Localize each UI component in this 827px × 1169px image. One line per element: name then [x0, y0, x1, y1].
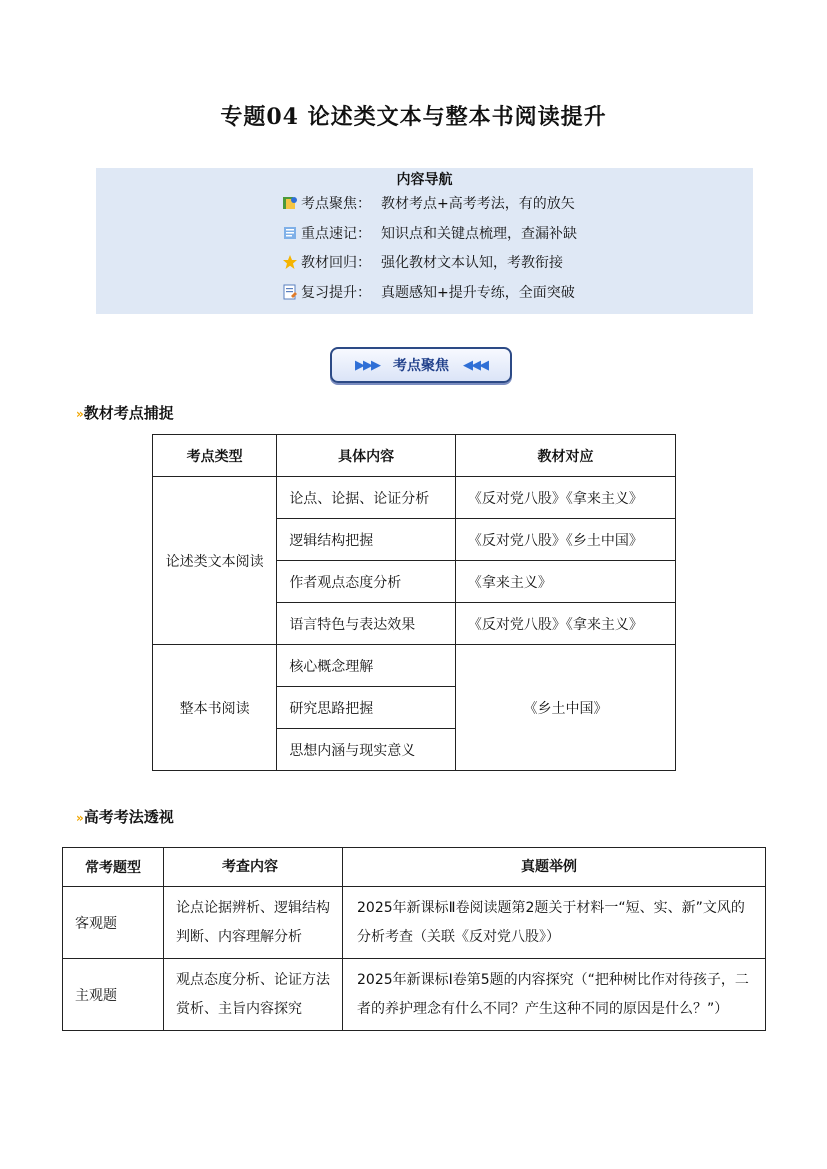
- nav-desc: 真题感知+提升专练，全面突破: [381, 284, 575, 301]
- question-type-cell: 客观题: [63, 887, 164, 959]
- nav-label: 教材回归：: [301, 255, 371, 271]
- nav-label: 重点速记：: [301, 225, 371, 242]
- nav-label: 考点聚焦：: [301, 196, 371, 212]
- exam-methods-table: [62, 847, 766, 1031]
- source-cell: 《反对党八股》《拿来主义》: [455, 477, 675, 519]
- header-cell: 真题举例: [343, 848, 766, 887]
- content-cell: 语言特色与表达效果: [277, 603, 456, 645]
- map-book-icon: [282, 195, 298, 211]
- star-icon: [282, 254, 298, 270]
- textbook-points-table: [152, 434, 676, 771]
- banner-text: 考点聚焦: [393, 358, 449, 374]
- content-cell: 论点论据辨析、逻辑结构判断、内容理解分析: [164, 887, 343, 959]
- arrow-left-icon: ◀◀◀: [463, 357, 487, 373]
- source-cell: 《反对党八股》《拿来主义》: [455, 603, 675, 645]
- header-cell: 具体内容: [277, 435, 456, 477]
- content-cell: 研究思路把握: [277, 687, 456, 729]
- table-row: [153, 477, 676, 519]
- nav-row: [96, 249, 753, 279]
- double-chevron-icon: »: [76, 407, 81, 421]
- example-cell: 2025年新课标Ⅱ卷阅读题第2题关于材料一“短、实、新”文风的分析考查（关联《反对党八股》）: [343, 887, 766, 959]
- content-cell: 论点、论据、论证分析: [277, 477, 456, 519]
- nav-row: [96, 220, 753, 250]
- content-cell: 思想内涵与现实意义: [277, 729, 456, 771]
- nav-label: 复习提升：: [301, 284, 371, 301]
- section-heading: [76, 402, 174, 423]
- content-cell: 作者观点态度分析: [277, 561, 456, 603]
- header-cell: 常考题型: [63, 848, 164, 887]
- notebook-icon: [282, 225, 298, 241]
- source-cell: 《拿来主义》: [455, 561, 675, 603]
- nav-desc: 教材考点+高考考法，有的放矢: [381, 196, 575, 212]
- content-cell: 观点态度分析、论证方法赏析、主旨内容探究: [164, 959, 343, 1031]
- point-type-cell: 整本书阅读: [153, 645, 277, 771]
- double-chevron-icon: »: [76, 811, 81, 825]
- question-type-cell: 主观题: [63, 959, 164, 1031]
- example-cell: 2025年新课标Ⅰ卷第5题的内容探究（“把种树比作对待孩子，二者的养护理念有什么不同？产生这种不同的原因是什么？”）: [343, 959, 766, 1031]
- table-header-row: [153, 435, 676, 477]
- point-type-cell: 论述类文本阅读: [153, 477, 277, 645]
- arrow-right-icon: ▶▶▶: [355, 357, 379, 373]
- content-cell: 逻辑结构把握: [277, 519, 456, 561]
- nav-row: [96, 279, 753, 309]
- source-cell: 《乡土中国》: [455, 645, 675, 771]
- section-heading: [76, 806, 174, 827]
- content-navigation: [96, 168, 753, 314]
- review-doc-icon: [282, 284, 298, 300]
- section-heading-text: 教材考点捕捉: [83, 404, 174, 422]
- nav-row: [96, 190, 753, 220]
- table-row: [63, 959, 766, 1031]
- table-header-row: [63, 848, 766, 887]
- nav-desc: 知识点和关键点梳理，查漏补缺: [381, 225, 577, 242]
- section-banner: [330, 347, 512, 383]
- table-row: [153, 645, 676, 687]
- header-cell: 教材对应: [455, 435, 675, 477]
- content-cell: 核心概念理解: [277, 645, 456, 687]
- header-cell: 考点类型: [153, 435, 277, 477]
- page-title: 专题04 论述类文本与整本书阅读提升: [220, 104, 607, 130]
- nav-heading: 内容导航: [396, 172, 453, 188]
- nav-desc: 强化教材文本认知，考教衔接: [381, 255, 563, 271]
- section-heading-text: 高考考法透视: [83, 808, 174, 826]
- header-cell: 考查内容: [164, 848, 343, 887]
- source-cell: 《反对党八股》《乡土中国》: [455, 519, 675, 561]
- table-row: [63, 887, 766, 959]
